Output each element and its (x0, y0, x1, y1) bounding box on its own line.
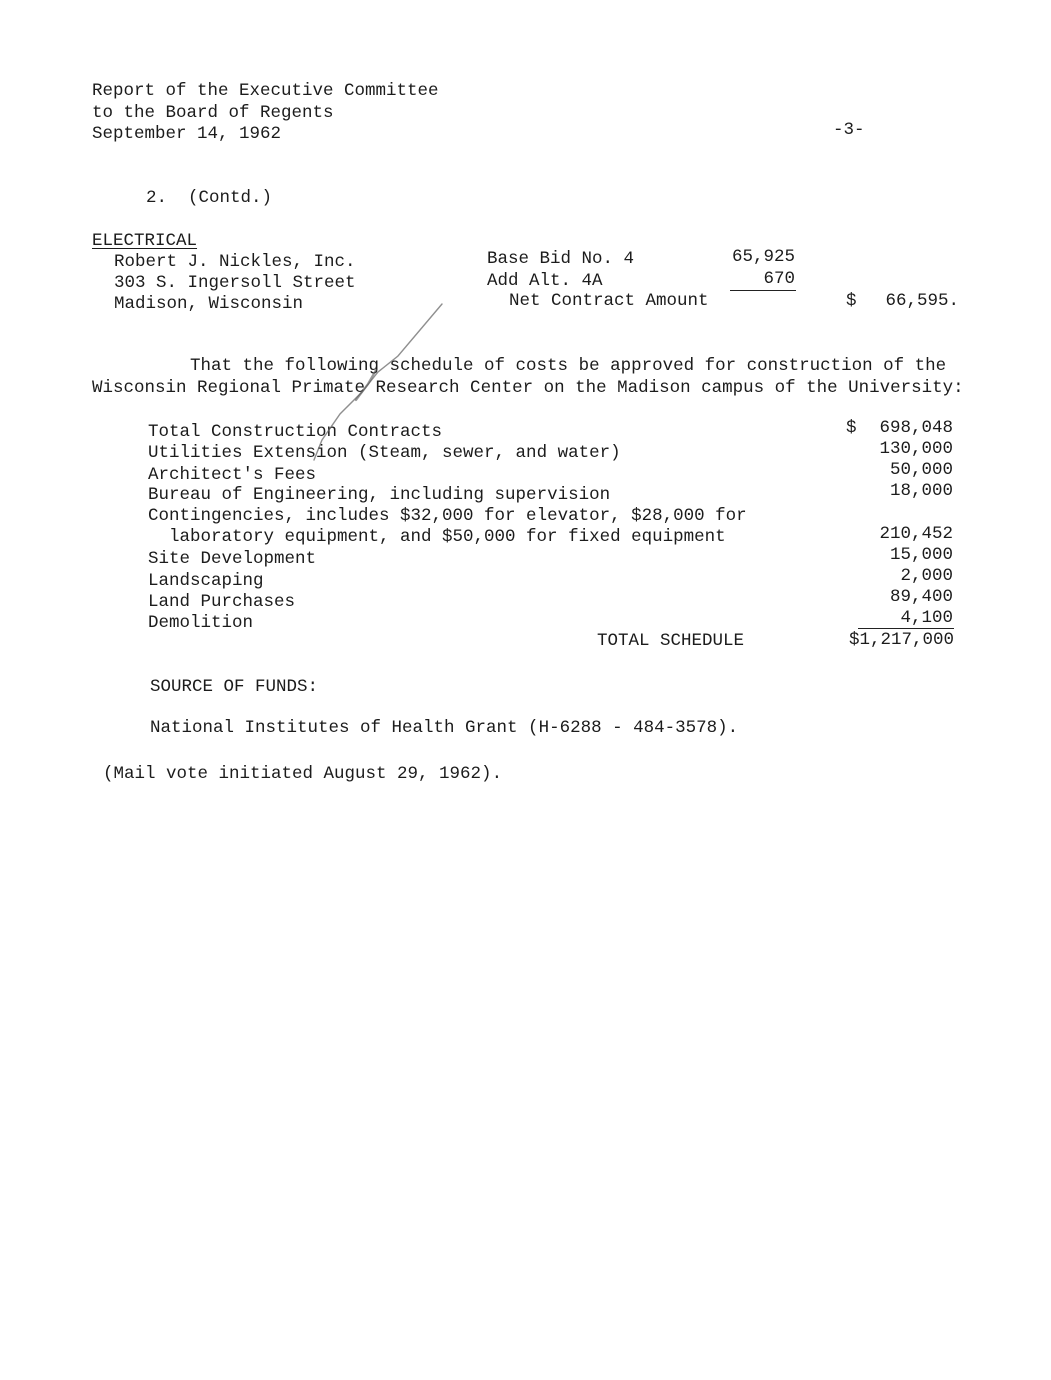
schedule-item-amount: 2,000 (900, 566, 953, 586)
schedule-item-label: Total Construction Contracts (148, 422, 443, 442)
schedule-item-amount: 4,100 (900, 608, 953, 628)
bid-subtotal-rule (730, 290, 796, 291)
bid-amount: 670 (763, 269, 795, 289)
report-date: September 14, 1962 (92, 124, 282, 144)
net-contract-currency: $ (846, 291, 857, 311)
item-label: 2. (Contd.) (146, 188, 273, 208)
schedule-item-amount: 698,048 (879, 418, 953, 438)
schedule-item-amount: 15,000 (889, 545, 953, 565)
page-number: -3- (833, 120, 865, 140)
bid-label: Add Alt. 4A (487, 271, 603, 291)
schedule-item-label: Utilities Extension (Steam, sewer, and water) (148, 443, 621, 463)
contractor-address: 303 S. Ingersoll Street (114, 273, 356, 293)
schedule-currency: $ (846, 418, 857, 438)
schedule-total-label: TOTAL SCHEDULE (597, 631, 745, 651)
schedule-item-label-cont: laboratory equipment, and $50,000 for fixed equipment (169, 527, 726, 547)
mail-vote-note: (Mail vote initiated August 29, 1962). (103, 764, 503, 784)
schedule-item-label: Architect's Fees (148, 465, 317, 485)
report-title-line2: to the Board of Regents (92, 103, 334, 123)
schedule-total-amount: $1,217,000 (848, 630, 954, 650)
schedule-item-amount: 130,000 (879, 439, 953, 459)
schedule-item-label: Site Development (148, 549, 317, 569)
schedule-total-rule (858, 628, 954, 629)
resolution-line1: That the following schedule of costs be approved for construction of the (190, 356, 947, 376)
schedule-item-label: Demolition (148, 613, 254, 633)
schedule-item-label: Bureau of Engineering, including supervision (148, 485, 611, 505)
resolution-line2: Wisconsin Regional Primate Research Center on the Madison campus of the University: (92, 378, 964, 398)
report-title-line1: Report of the Executive Committee (92, 81, 439, 101)
contractor-city: Madison, Wisconsin (114, 294, 304, 314)
bid-amount: 65,925 (731, 247, 795, 267)
schedule-item-amount: 50,000 (889, 460, 953, 480)
schedule-item-amount: 210,452 (879, 524, 953, 544)
net-contract-amount: 66,595. (885, 291, 959, 311)
funds-heading: SOURCE OF FUNDS: (150, 677, 319, 697)
contractor-name: Robert J. Nickles, Inc. (114, 252, 356, 272)
electrical-heading: ELECTRICAL (92, 231, 198, 251)
schedule-item-label: Landscaping (148, 571, 264, 591)
bid-label: Base Bid No. 4 (487, 249, 635, 269)
schedule-item-amount: 89,400 (889, 587, 953, 607)
schedule-item-amount: 18,000 (889, 481, 953, 501)
net-contract-label: Net Contract Amount (509, 291, 709, 311)
schedule-item-label: Land Purchases (148, 592, 296, 612)
funds-source: National Institutes of Health Grant (H-6288 - 484-3578). (150, 718, 739, 738)
schedule-item-label: Contingencies, includes $32,000 for elevator, $28,000 for (148, 506, 747, 526)
